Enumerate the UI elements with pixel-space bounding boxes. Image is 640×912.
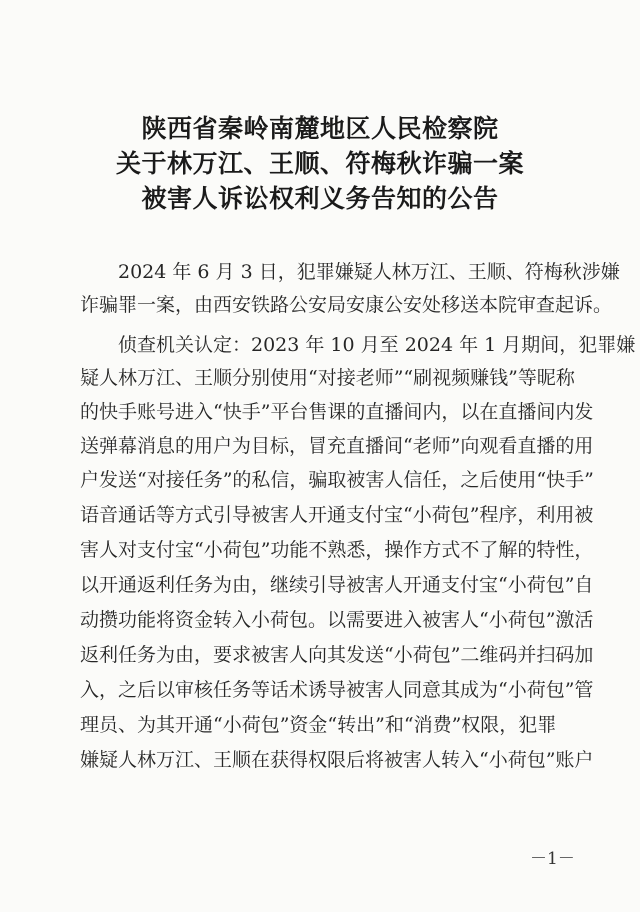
- body-line: 诈骗罪一案，由西安铁路公安局安康公安处移送本院审查起诉。: [80, 294, 613, 316]
- body-line: 理员、为其开通“小荷包”资金“转出”和“消费”权限，犯罪: [80, 714, 557, 736]
- body-line: 害人对支付宝“小荷包”功能不熟悉，操作方式不了解的特性，: [80, 539, 594, 561]
- body-line: 的快手账号进入“快手”平台售课的直播间内，以在直播间内发: [80, 401, 594, 423]
- body-line: 2024 年 6 月 3 日，犯罪嫌疑人林万江、王顺、符梅秋涉嫌: [118, 261, 620, 283]
- document-title-line-2: 关于林万江、王顺、符梅秋诈骗一案: [115, 149, 524, 178]
- body-line: 返利任务为由，要求被害人向其发送“小荷包”二维码并扫码加: [80, 644, 594, 666]
- body-line: 侦查机关认定：2023 年 10 月至 2024 年 1 月期间，犯罪嫌: [118, 334, 636, 356]
- document-title-line-1: 陕西省秦岭南麓地区人民检察院: [141, 114, 499, 143]
- body-line: 语音通话等方式引导被害人开通支付宝“小荷包”程序，利用被: [80, 504, 594, 526]
- body-line: 入，之后以审核任务等话术诱导被害人同意其成为“小荷包”管: [80, 679, 594, 701]
- body-line: 疑人林万江、王顺分别使用“对接老师”“刷视频赚钱”等昵称: [80, 367, 575, 389]
- body-line: 户发送“对接任务”的私信，骗取被害人信任，之后使用“快手”: [80, 469, 594, 491]
- body-line: 动攒功能将资金转入小荷包。以需要进入被害人“小荷包”激活: [80, 609, 594, 631]
- body-line: 以开通返利任务为由，继续引导被害人开通支付宝“小荷包”自: [80, 574, 594, 596]
- document-title-line-3: 被害人诉讼权利义务告知的公告: [141, 184, 499, 213]
- body-line: 送弹幕消息的用户为目标，冒充直播间“老师”向观看直播的用: [80, 435, 594, 457]
- page-number: －1－: [530, 849, 575, 869]
- body-line: 嫌疑人林万江、王顺在获得权限后将被害人转入“小荷包”账户: [80, 749, 594, 771]
